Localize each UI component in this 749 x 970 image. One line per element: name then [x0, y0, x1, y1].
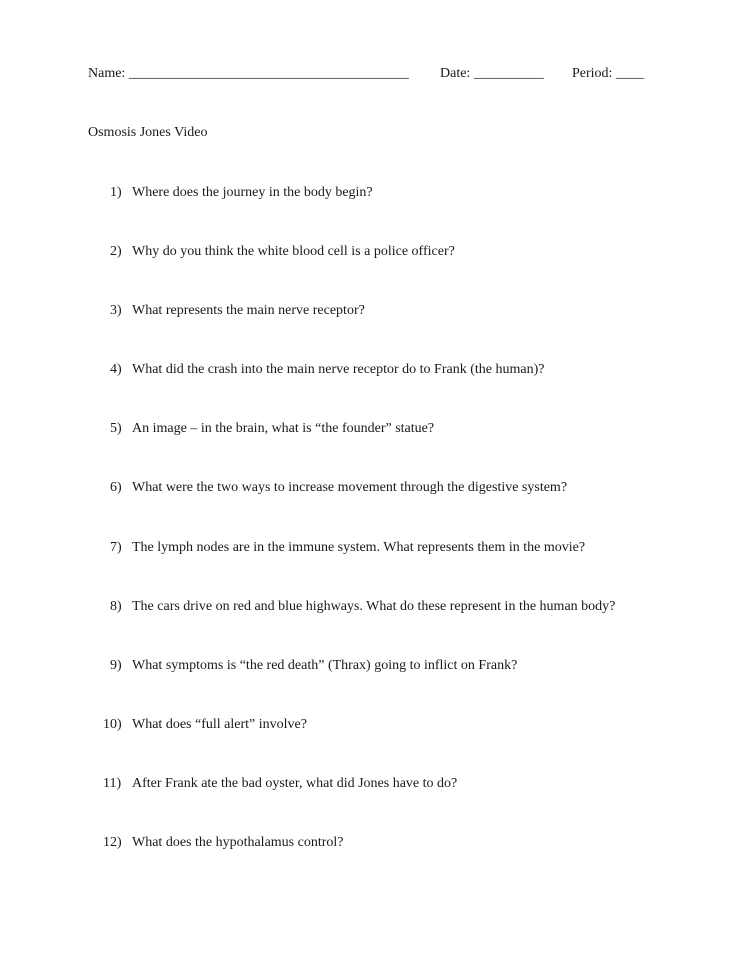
question-text: Where does the journey in the body begin?: [132, 185, 373, 200]
question-text: What does “full alert” involve?: [132, 717, 307, 732]
period-blank: ____: [615, 66, 644, 81]
question-number: 4): [110, 362, 122, 377]
name-blank: ________________________________________: [128, 66, 409, 81]
question-text: The lymph nodes are in the immune system. What represents them in the movie?: [132, 540, 586, 555]
question-number: 3): [110, 303, 122, 318]
question-text: After Frank ate the bad oyster, what did Jones have to do?: [132, 776, 458, 791]
question-number: 7): [110, 540, 122, 555]
question-number: 8): [110, 599, 122, 614]
question-number: 1): [110, 185, 122, 200]
question-number: 2): [110, 244, 122, 259]
question-text: What does the hypothalamus control?: [132, 835, 344, 850]
question-text: What were the two ways to increase movement through the digestive system?: [132, 480, 568, 495]
question-text: What did the crash into the main nerve receptor do to Frank (the human)?: [132, 362, 545, 377]
question-number: 11): [103, 776, 122, 791]
question-text: Why do you think the white blood cell is a police officer?: [132, 244, 455, 259]
question-number: 12): [103, 835, 122, 850]
question-text: What represents the main nerve receptor?: [132, 303, 365, 318]
question-text: What symptoms is “the red death” (Thrax) going to inflict on Frank?: [132, 658, 518, 673]
name-label: Name:: [88, 66, 126, 81]
name-field: [88, 66, 409, 82]
question-text: An image – in the brain, what is “the founder” statue?: [132, 421, 435, 436]
question-text: The cars drive on red and blue highways. What do these represent in the human body?: [132, 599, 616, 614]
question-number: 9): [110, 658, 122, 673]
question-number: 5): [110, 421, 122, 436]
question-number: 6): [110, 480, 122, 495]
date-blank: __________: [473, 66, 544, 81]
period-label: Period:: [572, 66, 613, 81]
document-title: Osmosis Jones Video: [88, 125, 208, 140]
date-field: [440, 66, 544, 82]
period-field: [572, 66, 644, 82]
date-label: Date:: [440, 66, 471, 81]
question-number: 10): [103, 717, 122, 732]
